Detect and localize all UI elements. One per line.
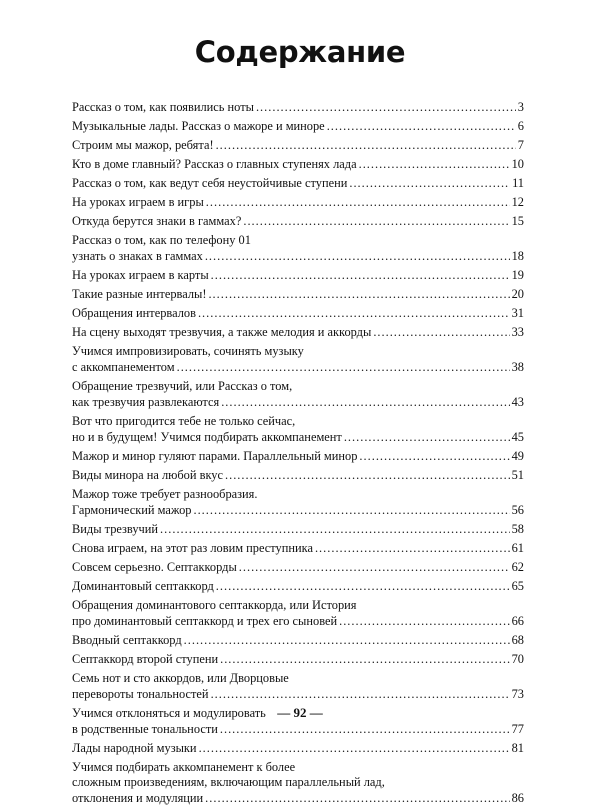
toc-entry-title-line: Вводный септаккорд xyxy=(72,632,182,647)
toc-entry-title-line: Кто в доме главный? Рассказ о главных ступенях лада xyxy=(72,157,357,172)
dot-leader xyxy=(177,360,510,376)
toc-entry-title-line: с аккомпанементом xyxy=(72,360,175,375)
toc-entry xyxy=(72,119,524,135)
toc-entry xyxy=(72,579,524,595)
toc-entry-title-line: Снова играем, на этот раз ловим преступника xyxy=(72,540,313,555)
toc-entry-title-line: Учимся импровизировать, сочинять музыку xyxy=(72,344,304,359)
toc-entry xyxy=(72,741,524,757)
toc-entry-row xyxy=(72,395,524,411)
toc-entry xyxy=(72,306,524,322)
toc-entry-title-line: Лады народной музыки xyxy=(72,740,197,755)
toc-entry-row xyxy=(72,614,524,630)
toc-page-number: 68 xyxy=(511,632,524,647)
toc-entry-title-line: Вот что пригодится тебе не только сейчас, xyxy=(72,413,296,428)
toc-entry-row xyxy=(72,652,524,668)
toc-page-number: 56 xyxy=(511,502,524,517)
toc-entry xyxy=(72,652,524,668)
toc-entry-title-line: Откуда берутся знаки в гаммах? xyxy=(72,214,242,229)
toc-entry-title-line: Семь нот и сто аккордов, или Дворцовые xyxy=(72,670,289,685)
toc-entry-row xyxy=(72,325,524,341)
toc-page-number: 81 xyxy=(511,740,524,755)
toc-entry-title-line: Гармонический мажор xyxy=(72,502,192,517)
dot-leader xyxy=(220,722,510,738)
toc-entry xyxy=(72,233,524,265)
toc-page-number: 3 xyxy=(517,100,524,114)
toc-page-number: 6 xyxy=(517,119,524,134)
dot-leader xyxy=(327,119,516,135)
toc-entry-title-line: Учимся отклоняться и модулировать xyxy=(72,705,266,720)
toc-page-number: 49 xyxy=(511,448,524,463)
toc-entry-title-line: Совсем серьезно. Септаккорды xyxy=(72,559,237,574)
dot-leader xyxy=(216,138,516,154)
toc-page-number: 33 xyxy=(511,325,524,340)
toc-page-number: 15 xyxy=(511,214,524,229)
toc-entry xyxy=(72,449,524,465)
toc-entry-title-line: Строим мы мажор, ребята! xyxy=(72,138,214,153)
toc-entry-row xyxy=(72,195,524,211)
dot-leader xyxy=(344,430,510,446)
dot-leader xyxy=(243,214,509,230)
toc-page-number: 12 xyxy=(511,195,524,210)
page-number: — 92 — xyxy=(277,705,323,720)
dot-leader xyxy=(359,449,509,465)
toc-entry xyxy=(72,541,524,557)
toc-entry xyxy=(72,560,524,576)
toc-entry-row xyxy=(72,522,524,538)
dot-leader xyxy=(373,325,509,341)
toc-entry-title-line: Учимся подбирать аккомпанемент к более xyxy=(72,759,296,774)
toc-entry-title-line: Виды трезвучий xyxy=(72,521,159,536)
toc-entry xyxy=(72,138,524,154)
toc-entry xyxy=(72,157,524,173)
toc-entry-title-line: отклонения и модуляции xyxy=(72,791,204,806)
dot-leader xyxy=(225,468,510,484)
toc-entry-title-line: в родственные тональности xyxy=(72,721,218,736)
dot-leader xyxy=(211,268,510,284)
toc-page-number: 18 xyxy=(511,249,524,264)
toc-entry xyxy=(72,671,524,703)
toc-page-number: 31 xyxy=(511,306,524,321)
toc-page-number: 43 xyxy=(511,394,524,409)
toc-entry-title-line: как трезвучия развлекаются xyxy=(72,394,220,409)
toc-entry xyxy=(72,468,524,484)
toc-page-number: 77 xyxy=(511,721,524,736)
toc-entry-row xyxy=(72,687,524,703)
toc-entry-row xyxy=(72,468,524,484)
toc-entry xyxy=(72,195,524,211)
toc-entry-row xyxy=(72,138,524,154)
toc-entry-row xyxy=(72,449,524,465)
toc-page-number: 38 xyxy=(511,360,524,375)
dot-leader xyxy=(206,195,510,211)
dot-leader xyxy=(211,687,510,703)
toc-entry xyxy=(72,344,524,376)
toc-entry-title-line: перевороты тональностей xyxy=(72,686,209,701)
toc-entry-title-line: Виды минора на любой вкус xyxy=(72,467,223,482)
toc-entry-row xyxy=(72,176,524,192)
dot-leader xyxy=(339,614,510,630)
dot-leader xyxy=(199,741,510,757)
toc-entry-row xyxy=(72,541,524,557)
toc-entry xyxy=(72,633,524,649)
toc-page-number: 73 xyxy=(511,686,524,701)
toc-entry-title-line: На сцену выходят трезвучия, а также мелодия и аккорды xyxy=(72,325,372,340)
dot-leader xyxy=(349,176,510,192)
toc-entry xyxy=(72,100,524,116)
toc-page-number: 7 xyxy=(517,138,524,153)
toc-entry xyxy=(72,598,524,630)
toc-entry-title-line: Доминантовый септаккорд xyxy=(72,578,214,593)
toc-page-number: 70 xyxy=(511,651,524,666)
toc-page-number: 19 xyxy=(511,268,524,283)
toc-entry xyxy=(72,268,524,284)
toc-entry-title-line: Обращения доминантового септаккорда, или История xyxy=(72,597,357,612)
toc-entry xyxy=(72,176,524,192)
toc-page-number: 65 xyxy=(511,578,524,593)
toc-entry-row xyxy=(72,503,524,519)
toc-page-number: 86 xyxy=(511,791,524,806)
dot-leader xyxy=(205,791,509,807)
dot-leader xyxy=(208,287,509,303)
dot-leader xyxy=(315,541,510,557)
toc-entry-row xyxy=(72,560,524,576)
dot-leader xyxy=(359,157,510,173)
toc-entry xyxy=(72,214,524,230)
toc-entry-title-line: Музыкальные лады. Рассказ о мажоре и миноре xyxy=(72,119,325,134)
toc-entry-title-line: Мажор тоже требует разнообразия. xyxy=(72,486,258,501)
toc-entry xyxy=(72,414,524,446)
dot-leader xyxy=(160,522,510,538)
toc-entry-title-line: Рассказ о том, как по телефону 01 xyxy=(72,233,251,248)
toc-entry-row xyxy=(72,360,524,376)
toc-entry-row xyxy=(72,214,524,230)
toc-page-number: 58 xyxy=(511,521,524,536)
toc-entry-row xyxy=(72,722,524,738)
toc-entry xyxy=(72,287,524,303)
dot-leader xyxy=(205,249,510,265)
toc-entry-title-line: про доминантовый септаккорд и трех его сыновей xyxy=(72,613,338,628)
toc-entry-row xyxy=(72,791,524,807)
toc-entry-title-line: Септаккорд второй ступени xyxy=(72,651,219,666)
toc-entry-title-line: Обращения интервалов xyxy=(72,306,196,321)
toc-entry-row xyxy=(72,287,524,303)
toc-page-number: 45 xyxy=(511,429,524,444)
toc-entry-row xyxy=(72,268,524,284)
toc-page-number: 62 xyxy=(511,559,524,574)
toc-page-number: 51 xyxy=(511,467,524,482)
toc-entry xyxy=(72,487,524,519)
dot-leader xyxy=(193,503,509,519)
table-of-contents xyxy=(72,100,524,810)
toc-page-number: 11 xyxy=(512,176,524,191)
toc-entry xyxy=(72,760,524,808)
dot-leader xyxy=(239,560,510,576)
toc-page-number: 20 xyxy=(511,287,524,302)
page-title: Содержание xyxy=(194,35,406,69)
toc-entry-row xyxy=(72,306,524,322)
toc-entry-row xyxy=(72,249,524,265)
toc-entry-row xyxy=(72,119,524,135)
toc-entry-title-line: На уроках играем в игры xyxy=(72,195,204,210)
toc-entry-title-line: Мажор и минор гуляют парами. Параллельный минор xyxy=(72,448,358,463)
toc-page-number: 10 xyxy=(511,157,524,172)
toc-entry-title-line: Такие разные интервалы! xyxy=(72,287,207,302)
toc-entry xyxy=(72,325,524,341)
toc-entry-title-line: Рассказ о том, как ведут себя неустойчивые ступени xyxy=(72,176,348,191)
toc-entry-row xyxy=(72,633,524,649)
toc-entry xyxy=(72,522,524,538)
toc-entry-title-line: Обращение трезвучий, или Рассказ о том, xyxy=(72,379,293,394)
toc-page-number: 61 xyxy=(511,540,524,555)
dot-leader xyxy=(221,395,509,411)
toc-entry xyxy=(72,379,524,411)
toc-page-number: 66 xyxy=(511,613,524,628)
dot-leader xyxy=(216,579,510,595)
toc-entry-row xyxy=(72,579,524,595)
dot-leader xyxy=(256,100,516,116)
toc-entry-title-line: Рассказ о том, как появились ноты xyxy=(72,100,254,114)
toc-entry-title-line: но и в будущем! Учимся подбирать аккомпанемент xyxy=(72,429,342,444)
toc-entry-row xyxy=(72,100,524,116)
toc-entry-title-line: сложным произведениям, включающим параллельный лад, xyxy=(72,775,385,790)
toc-entry-row xyxy=(72,741,524,757)
toc-entry-title-line: узнать о знаках в гаммах xyxy=(72,249,203,264)
toc-entry-row xyxy=(72,157,524,173)
dot-leader xyxy=(220,652,510,668)
dot-leader xyxy=(198,306,510,322)
toc-entry-title-line: На уроках играем в карты xyxy=(72,268,209,283)
toc-entry-row xyxy=(72,430,524,446)
dot-leader xyxy=(184,633,510,649)
